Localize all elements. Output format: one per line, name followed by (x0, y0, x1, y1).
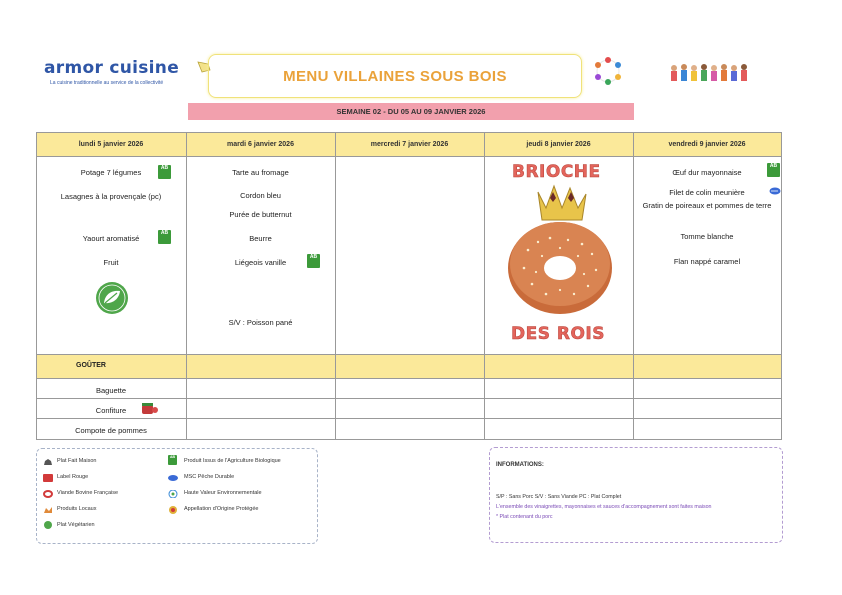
week-label: SEMAINE 02 - DU 05 AU 09 JANVIER 2026 (336, 107, 486, 116)
msc-legend-icon (168, 474, 178, 482)
legend-item: MSC Pêche Durable (184, 474, 235, 480)
children-circle-icon (590, 56, 626, 86)
local-products-icon (43, 506, 53, 514)
menu-title-box (208, 54, 582, 98)
label-rouge-icon (43, 474, 53, 482)
organic-label-icon: AB (767, 163, 780, 177)
day-monday: lundi 5 janvier 2026 (78, 140, 144, 148)
goute-header-row (36, 354, 782, 378)
aop-icon (168, 506, 178, 514)
menu-item: Purée de butternut (229, 210, 292, 219)
menu-item: Tomme blanche (680, 232, 734, 241)
information-title: INFORMATIONS: (496, 462, 544, 468)
jam-jar-icon (139, 401, 159, 415)
msc-fish-icon (769, 187, 781, 195)
menu-item: Œuf dur mayonnaise (672, 168, 742, 177)
brand-logo: armor cuisine (44, 58, 180, 78)
legend-item: Produit Issus de l'Agriculture Biologique (184, 458, 281, 464)
day-wednesday: mercredi 7 janvier 2026 (370, 140, 449, 148)
brand-tagline: La cuisine traditionnelle au service de la collectivité (50, 80, 164, 86)
children-group-icon (668, 60, 754, 88)
abbreviations: S/P : Sans Porc S/V : Sans Viande PC : Plat Complet (496, 494, 622, 500)
legend-item: Haute Valeur Environnementale (184, 490, 262, 496)
menu-item: Filet de colin meunière (669, 188, 745, 197)
menu-item: Liégeois vanille (234, 258, 287, 267)
goute-label: GOÛTER (76, 362, 106, 369)
information-line: L'ensemble des vinaigrettes, mayonnaises et sauces d'accompagnement sont faites maison (496, 504, 712, 510)
french-beef-icon (43, 490, 53, 498)
organic-legend-icon: AB (168, 455, 177, 465)
menu-table (36, 132, 782, 440)
legend-item: Appellation d'Origine Protégée (184, 506, 259, 512)
brioche-image (498, 180, 618, 330)
menu-item: Yaourt aromatisé (82, 234, 140, 243)
menu-item: Potage 7 légumes (80, 168, 142, 177)
brioche-subtitle: DES ROIS (511, 324, 605, 344)
legend-item: Label Rouge (57, 474, 89, 480)
vegetarian-icon (93, 281, 131, 315)
vegetarian-legend-icon (43, 521, 53, 529)
information-box (489, 447, 783, 543)
hve-icon (168, 490, 178, 498)
legend-item: Plat Fait Maison (57, 458, 97, 464)
legend-item: Produits Locaux (57, 506, 97, 512)
organic-label-icon: AB (158, 165, 171, 179)
menu-item: Gratin de poireaux et pommes de terre (642, 201, 772, 210)
organic-label-icon: AB (307, 254, 320, 268)
menu-item: Fruit (103, 258, 119, 267)
menu-item: Cordon bleu (240, 191, 281, 200)
legend-item: Viande Bovine Française (57, 490, 119, 496)
week-banner (188, 103, 634, 120)
day-thursday: jeudi 8 janvier 2026 (526, 140, 591, 148)
page-title: MENU VILLAINES SOUS BOIS (283, 67, 507, 85)
legend-box (36, 448, 318, 544)
menu-item: Lasagnes à la provençale (pc) (60, 192, 162, 201)
day-tuesday: mardi 6 janvier 2026 (227, 140, 294, 148)
organic-label-icon: AB (158, 230, 171, 244)
goute-item: Compote de pommes (75, 426, 147, 435)
brioche-title: BRIOCHE (512, 162, 601, 182)
menu-item: S/V : Poisson pané (228, 318, 293, 327)
homemade-icon (43, 458, 53, 466)
legend-item: Plat Végétarien (57, 522, 95, 528)
information-line: * Plat contenant du porc (496, 514, 553, 520)
day-friday: vendredi 9 janvier 2026 (668, 140, 746, 148)
menu-item: Tarte au fromage (232, 168, 289, 177)
menu-item: Beurre (249, 234, 272, 243)
menu-item: Flan nappé caramel (673, 257, 741, 266)
goute-item: Confiture (95, 406, 127, 415)
goute-item: Baguette (95, 386, 127, 395)
